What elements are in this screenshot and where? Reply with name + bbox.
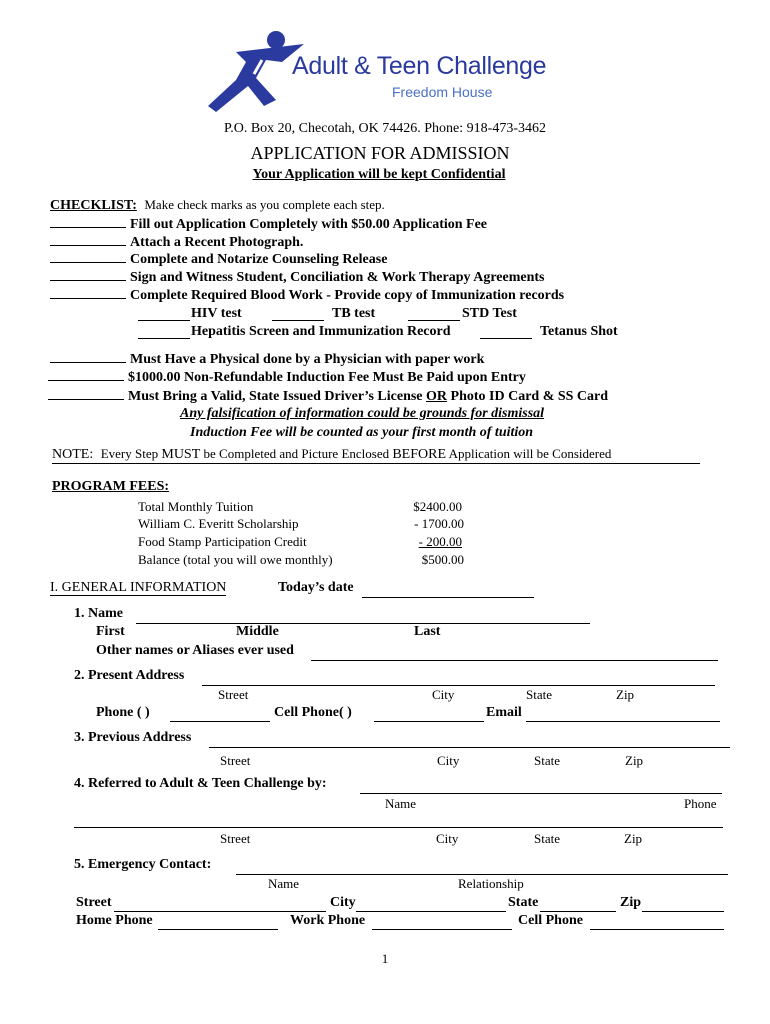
em-name-label: Name [268,876,300,891]
hiv-label: HIV test [191,306,242,321]
note-must: MUST [161,447,201,462]
last-label: Last [414,624,441,639]
middle-label: Middle [236,624,279,639]
check-blank[interactable] [48,387,124,400]
check-blank[interactable] [50,268,126,281]
cell-phone-field[interactable] [590,929,724,930]
em-state-field[interactable] [540,911,616,912]
checklist-item [50,286,564,304]
aliases-label: Other names or Aliases ever used [96,643,294,658]
phone-label: Phone ( ) [96,705,150,720]
street-label: Street [220,753,251,768]
hiv-blank[interactable] [138,320,190,321]
check-blank[interactable] [48,368,124,381]
fees-label: PROGRAM FEES: [52,479,170,494]
city-label: City [432,687,455,702]
date-label: Today’s date [278,580,354,595]
page-title: APPLICATION FOR ADMISSION [250,143,510,163]
em-zip-label: Zip [620,895,642,910]
license-text-end: Photo ID Card & SS Card [447,389,609,404]
fee-row-value: - 200.00 [418,534,462,549]
em-street-label: Street [76,895,112,910]
checklist-item-text: Complete Required Blood Work - Provide copy of Immunization records [130,288,565,303]
emergency-label: 5. Emergency Contact: [74,857,212,872]
checklist-item [50,250,387,268]
work-phone-label: Work Phone [290,913,366,928]
em-city-label: City [330,895,356,910]
checklist-item [48,368,526,386]
page-number: 1 [381,951,389,966]
referred-label: 4. Referred to Adult & Teen Challenge by: [74,776,327,791]
previous-address-field[interactable] [209,747,730,748]
general-heading [50,580,226,596]
checklist-item [50,350,484,368]
svg-text:®: ® [232,92,237,98]
checklist-item [50,268,545,286]
tetanus-blank[interactable] [480,338,532,339]
aliases-field[interactable] [311,660,718,661]
logo-subtitle: Freedom House [392,84,493,100]
home-phone-label: Home Phone [76,913,153,928]
falsification-warning: Any falsification of information could be grounds for dismissal [180,406,545,421]
fee-row-value: $2400.00 [413,499,462,514]
cell-phone-label: Cell Phone [518,913,583,928]
ref-name-label: Name [385,796,417,811]
fee-row-value: $500.00 [421,552,464,567]
checklist-item [48,387,608,405]
license-or: OR [426,389,448,404]
checklist-item [50,233,303,251]
tb-blank[interactable] [272,320,324,321]
fee-row-label: Total Monthly Tuition [138,499,254,514]
checklist-item-text: $1000.00 Non-Refundable Induction Fee Must Be Paid upon Entry [128,370,526,385]
street-label: Street [220,831,251,846]
state-label: State [534,753,560,768]
cell-label: Cell Phone( ) [274,705,352,720]
em-zip-field[interactable] [642,911,724,912]
logo-name: Adult & Teen Challenge [292,52,547,80]
note-line [52,446,700,464]
present-address-field[interactable] [202,685,715,686]
em-city-field[interactable] [356,911,506,912]
ref-phone-label: Phone [684,796,717,811]
tetanus-label: Tetanus Shot [540,324,618,339]
present-address-label: 2. Present Address [74,668,185,683]
em-relationship-label: Relationship [458,876,524,891]
check-blank[interactable] [50,250,126,263]
zip-label: Zip [616,687,635,702]
std-label: STD Test [462,306,517,321]
check-blank[interactable] [50,350,126,363]
check-blank[interactable] [50,233,126,246]
state-label: State [534,831,560,846]
logo-figure-icon [196,30,306,115]
name-label: 1. Name [74,606,123,621]
fee-row-label: Balance (total you will owe monthly) [138,552,333,567]
note-before: BEFORE [392,447,447,462]
name-field[interactable] [136,623,590,624]
checklist-item-text: Sign and Witness Student, Conciliation & Work Therapy Agreements [130,270,545,285]
fee-row-value: - 1700.00 [414,516,464,531]
checklist-item-text: Fill out Application Completely with $50.00 Application Fee [130,217,488,232]
referrer-address-field[interactable] [74,827,723,828]
checklist-item-text: Complete and Notarize Counseling Release [130,252,388,267]
em-state-label: State [508,895,539,910]
street-label: Street [218,687,249,702]
checklist-intro [50,197,385,214]
check-blank[interactable] [50,286,126,299]
zip-label: Zip [625,753,644,768]
logo [196,30,576,120]
city-label: City [437,753,460,768]
phone-field[interactable] [170,721,270,722]
checklist-intro-text: Make check marks as you complete each step. [144,197,385,212]
checklist-item-text: Must Have a Physical done by a Physician with paper work [130,352,485,367]
first-label: First [96,624,125,639]
address-line: P.O. Box 20, Checotah, OK 74426. Phone: 918-473-3462 [224,121,546,136]
referred-field[interactable] [360,793,722,794]
em-street-field[interactable] [114,911,326,912]
zip-label: Zip [624,831,643,846]
date-field[interactable] [362,597,534,598]
cell-field[interactable] [374,721,484,722]
std-blank[interactable] [408,320,460,321]
general-heading-text: I. GENERAL INFORMATION [50,580,227,595]
checklist-label: CHECKLIST: [50,198,137,213]
tb-label: TB test [332,306,376,321]
check-blank[interactable] [50,215,126,228]
induction-note: Induction Fee will be counted as your first month of tuition [190,425,534,440]
email-field[interactable] [526,721,720,722]
home-phone-field[interactable] [158,929,278,930]
work-phone-field[interactable] [372,929,512,930]
license-text: Must Bring a Valid, State Issued Driver’s License [128,389,427,404]
previous-address-label: 3. Previous Address [74,730,192,745]
note-text: Every Step [100,446,162,461]
fee-row-label: Food Stamp Participation Credit [138,534,307,549]
hep-label: Hepatitis Screen and Immunization Record [191,324,451,339]
note-label: NOTE: [52,447,94,462]
city-label: City [436,831,459,846]
emergency-field[interactable] [236,874,728,875]
email-label: Email [486,705,522,720]
hep-blank[interactable] [138,338,190,339]
note-text-2: be Completed and Picture Enclosed [200,446,393,461]
fee-row-label: William C. Everitt Scholarship [138,516,299,531]
state-label: State [526,687,552,702]
checklist-item [50,215,487,233]
note-text-3: Application will be Considered [446,446,612,461]
confidential-line: Your Application will be kept Confidential [252,167,506,182]
checklist-item-text: Attach a Recent Photograph. [130,235,304,250]
